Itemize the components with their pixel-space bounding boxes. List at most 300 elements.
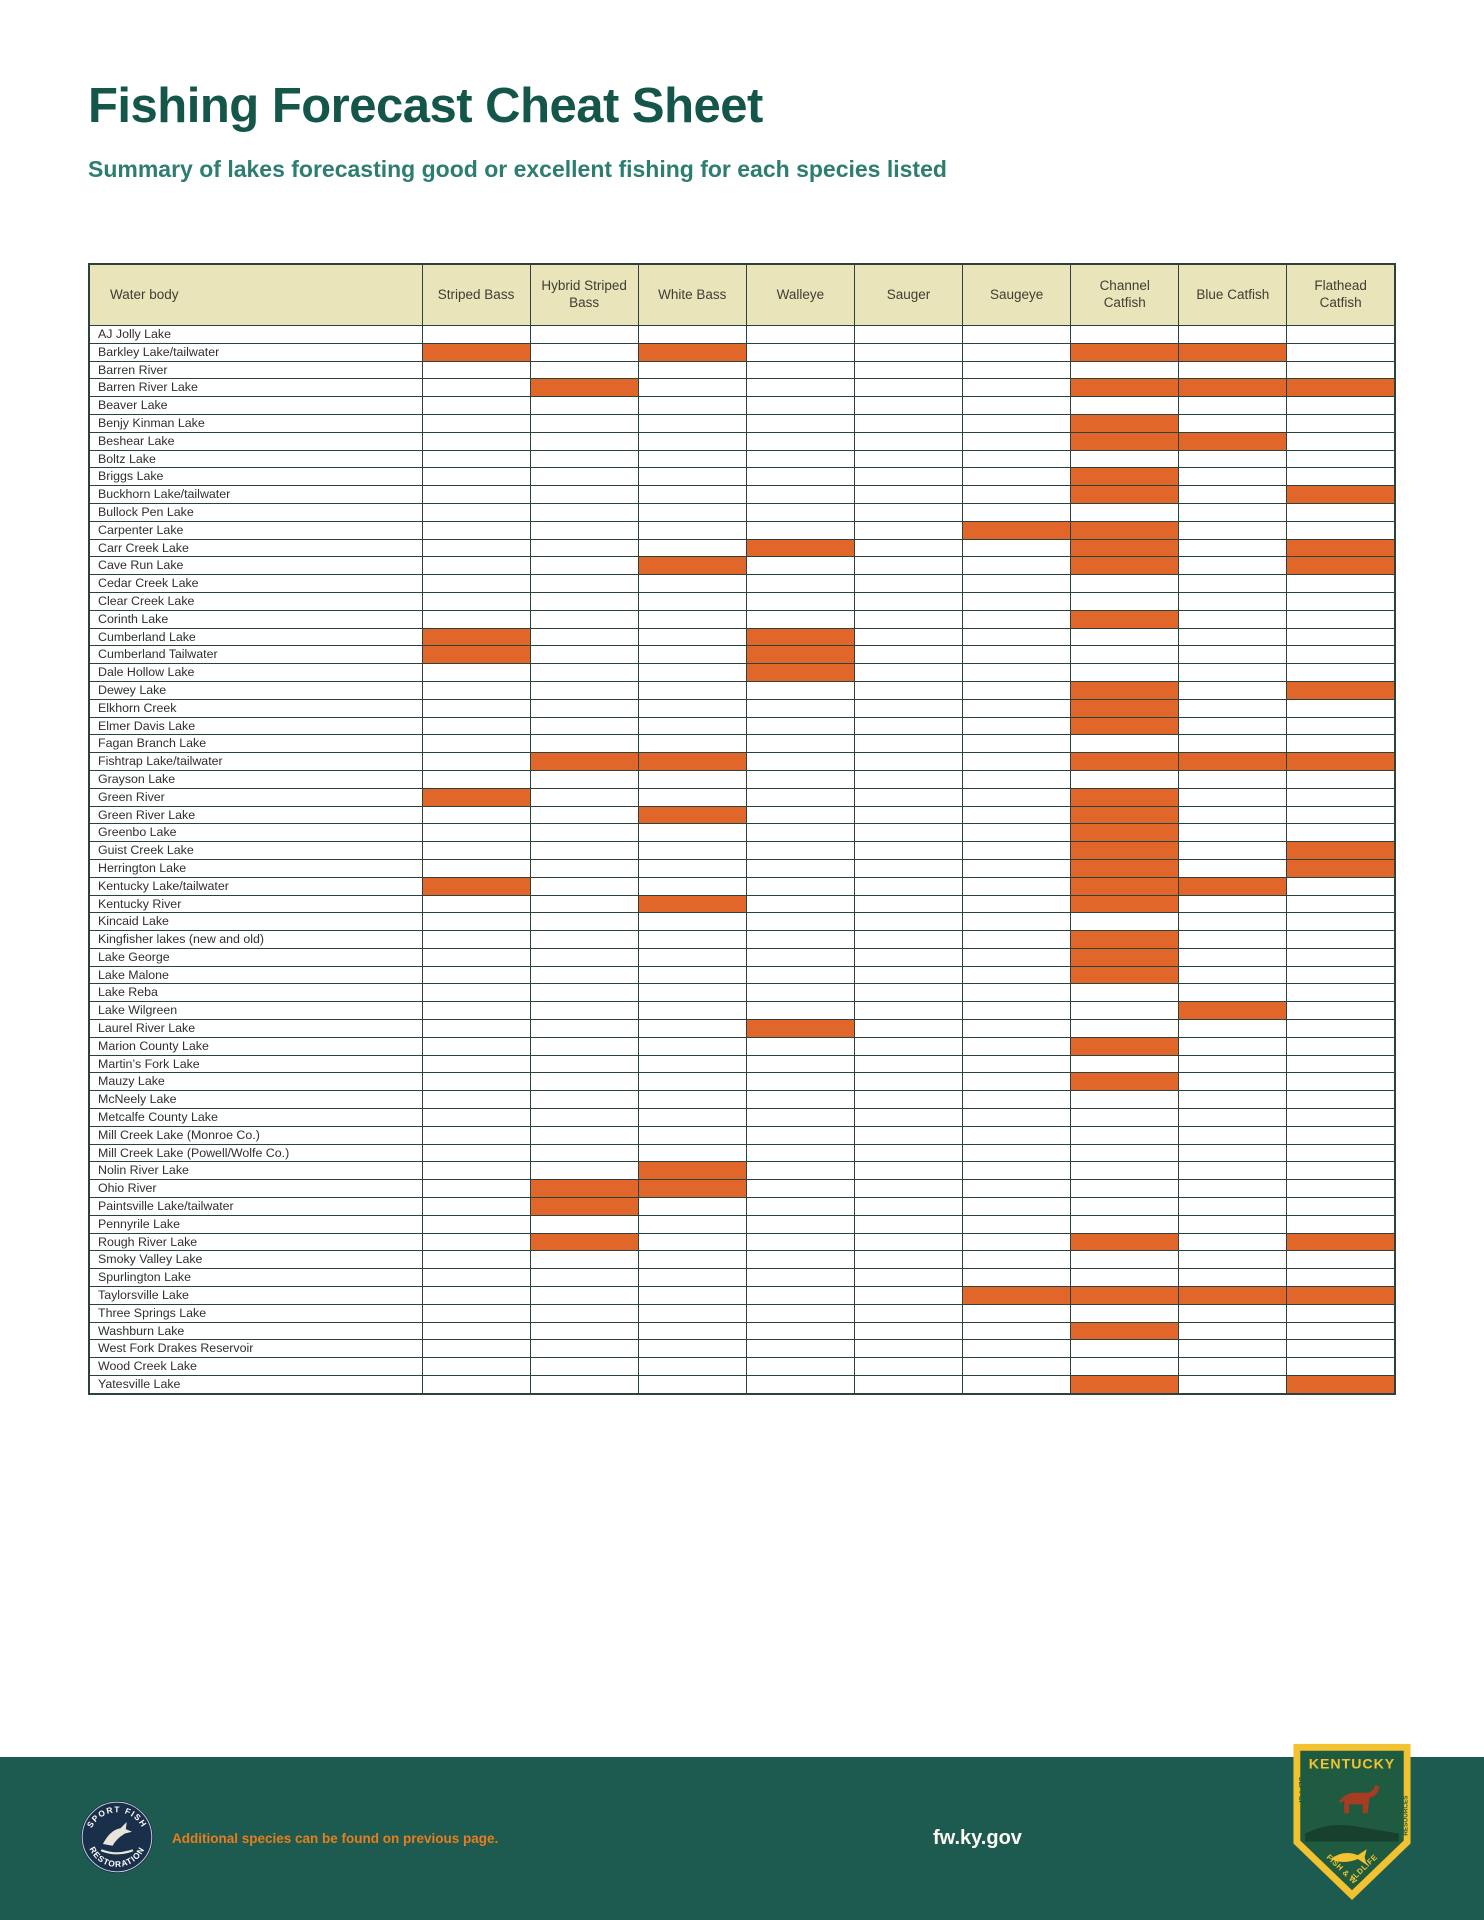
- table-row: [89, 361, 1395, 379]
- column-header-channel-catfish: Channel Catfish: [1071, 264, 1179, 326]
- forecast-cell-blank: [638, 1287, 746, 1305]
- column-header-flathead-catfish: Flathead Catfish: [1287, 264, 1395, 326]
- forecast-cell-good-excellent: [746, 646, 854, 664]
- forecast-cell-blank: [854, 628, 962, 646]
- forecast-cell-blank: [1287, 931, 1395, 949]
- forecast-cell-good-excellent: [746, 664, 854, 682]
- forecast-cell-good-excellent: [1071, 1073, 1179, 1091]
- forecast-cell-blank: [963, 1144, 1071, 1162]
- forecast-cell-blank: [963, 770, 1071, 788]
- forecast-cell-blank: [854, 877, 962, 895]
- page-subtitle: Summary of lakes forecasting good or excellent fishing for each species listed: [88, 156, 947, 182]
- forecast-cell-blank: [963, 1073, 1071, 1091]
- forecast-cell-blank: [963, 343, 1071, 361]
- forecast-cell-blank: [638, 1091, 746, 1109]
- forecast-cell-blank: [746, 1037, 854, 1055]
- forecast-cell-blank: [530, 1304, 638, 1322]
- forecast-cell-blank: [1071, 646, 1179, 664]
- forecast-cell-blank: [1179, 664, 1287, 682]
- forecast-cell-good-excellent: [1071, 1322, 1179, 1340]
- sfr-top-text: SPORT FISH: [84, 1804, 150, 1830]
- forecast-cell-blank: [422, 1126, 530, 1144]
- forecast-cell-blank: [422, 1269, 530, 1287]
- table-row: [89, 806, 1395, 824]
- forecast-cell-blank: [963, 486, 1071, 504]
- forecast-cell-blank: [746, 557, 854, 575]
- forecast-cell-blank: [1287, 575, 1395, 593]
- forecast-cell-blank: [638, 842, 746, 860]
- forecast-cell-blank: [746, 450, 854, 468]
- forecast-cell-blank: [1071, 1162, 1179, 1180]
- forecast-cell-blank: [1287, 717, 1395, 735]
- footer: [0, 1757, 1484, 1920]
- forecast-cell-blank: [530, 1002, 638, 1020]
- forecast-cell-blank: [638, 859, 746, 877]
- forecast-cell-blank: [638, 1020, 746, 1038]
- forecast-cell-blank: [530, 610, 638, 628]
- forecast-cell-blank: [638, 664, 746, 682]
- forecast-cell-blank: [963, 1358, 1071, 1376]
- forecast-cell-blank: [1287, 1055, 1395, 1073]
- forecast-cell-blank: [746, 770, 854, 788]
- forecast-cell-blank: [530, 503, 638, 521]
- forecast-cell-good-excellent: [638, 343, 746, 361]
- forecast-cell-good-excellent: [1287, 1287, 1395, 1305]
- water-body-name: Rough River Lake: [89, 1233, 422, 1251]
- forecast-cell-blank: [1287, 1091, 1395, 1109]
- forecast-cell-blank: [638, 735, 746, 753]
- table-row: [89, 1144, 1395, 1162]
- table-row: [89, 1251, 1395, 1269]
- water-body-name: Elmer Davis Lake: [89, 717, 422, 735]
- forecast-cell-good-excellent: [1179, 877, 1287, 895]
- forecast-cell-blank: [638, 1215, 746, 1233]
- table-row: [89, 1037, 1395, 1055]
- forecast-cell-blank: [1287, 1180, 1395, 1198]
- forecast-cell-blank: [422, 842, 530, 860]
- water-body-name: Beaver Lake: [89, 397, 422, 415]
- forecast-cell-blank: [638, 1376, 746, 1394]
- forecast-cell-blank: [530, 1037, 638, 1055]
- forecast-cell-blank: [638, 1073, 746, 1091]
- water-body-name: Cumberland Lake: [89, 628, 422, 646]
- forecast-cell-blank: [963, 1055, 1071, 1073]
- water-body-name: Mill Creek Lake (Powell/Wolfe Co.): [89, 1144, 422, 1162]
- forecast-cell-blank: [422, 931, 530, 949]
- forecast-cell-blank: [1287, 984, 1395, 1002]
- forecast-cell-blank: [1179, 948, 1287, 966]
- forecast-cell-blank: [854, 1180, 962, 1198]
- forecast-cell-blank: [1179, 1215, 1287, 1233]
- forecast-cell-blank: [1287, 1322, 1395, 1340]
- forecast-cell-blank: [854, 913, 962, 931]
- forecast-cell-blank: [530, 1109, 638, 1127]
- forecast-cell-blank: [638, 966, 746, 984]
- forecast-cell-blank: [963, 610, 1071, 628]
- forecast-cell-blank: [854, 1073, 962, 1091]
- water-body-name: Buckhorn Lake/tailwater: [89, 486, 422, 504]
- forecast-cell-blank: [963, 948, 1071, 966]
- forecast-cell-blank: [1071, 1269, 1179, 1287]
- forecast-cell-blank: [530, 486, 638, 504]
- forecast-cell-blank: [530, 521, 638, 539]
- table-row: [89, 895, 1395, 913]
- forecast-cell-good-excellent: [1287, 859, 1395, 877]
- forecast-cell-good-excellent: [530, 379, 638, 397]
- water-body-name: Lake Reba: [89, 984, 422, 1002]
- forecast-cell-blank: [530, 931, 638, 949]
- forecast-cell-blank: [1179, 1109, 1287, 1127]
- forecast-cell-blank: [1179, 931, 1287, 949]
- water-body-name: Lake George: [89, 948, 422, 966]
- forecast-cell-blank: [638, 681, 746, 699]
- forecast-cell-blank: [746, 1144, 854, 1162]
- forecast-cell-blank: [1287, 1215, 1395, 1233]
- forecast-cell-good-excellent: [638, 753, 746, 771]
- table-row: [89, 984, 1395, 1002]
- forecast-cell-blank: [1287, 1251, 1395, 1269]
- kentucky-fish-wildlife-crest: [1291, 1740, 1413, 1902]
- forecast-cell-blank: [422, 503, 530, 521]
- forecast-cell-blank: [854, 1340, 962, 1358]
- forecast-cell-blank: [746, 1215, 854, 1233]
- forecast-cell-blank: [530, 824, 638, 842]
- forecast-cell-blank: [1179, 575, 1287, 593]
- forecast-cell-good-excellent: [530, 1180, 638, 1198]
- forecast-cell-blank: [746, 521, 854, 539]
- forecast-cell-blank: [963, 1037, 1071, 1055]
- forecast-cell-good-excellent: [1071, 432, 1179, 450]
- table-row: [89, 842, 1395, 860]
- forecast-cell-blank: [530, 681, 638, 699]
- table-row: [89, 717, 1395, 735]
- forecast-cell-blank: [422, 948, 530, 966]
- forecast-cell-blank: [746, 432, 854, 450]
- forecast-cell-blank: [1179, 1251, 1287, 1269]
- forecast-cell-blank: [1179, 788, 1287, 806]
- water-body-name: Kentucky Lake/tailwater: [89, 877, 422, 895]
- forecast-cell-blank: [422, 966, 530, 984]
- forecast-cell-blank: [422, 468, 530, 486]
- forecast-cell-blank: [422, 521, 530, 539]
- forecast-cell-blank: [746, 788, 854, 806]
- forecast-cell-blank: [854, 806, 962, 824]
- forecast-cell-blank: [530, 859, 638, 877]
- forecast-cell-blank: [422, 699, 530, 717]
- forecast-cell-blank: [854, 610, 962, 628]
- footer-url[interactable]: fw.ky.gov: [933, 1827, 1022, 1849]
- forecast-cell-blank: [854, 842, 962, 860]
- forecast-cell-blank: [530, 948, 638, 966]
- forecast-cell-blank: [638, 432, 746, 450]
- forecast-cell-blank: [854, 1162, 962, 1180]
- forecast-cell-good-excellent: [638, 1162, 746, 1180]
- forecast-cell-blank: [1179, 1376, 1287, 1394]
- forecast-cell-blank: [854, 664, 962, 682]
- forecast-cell-blank: [1287, 966, 1395, 984]
- forecast-cell-good-excellent: [1071, 699, 1179, 717]
- forecast-cell-good-excellent: [1071, 717, 1179, 735]
- forecast-cell-blank: [422, 361, 530, 379]
- forecast-cell-blank: [963, 1340, 1071, 1358]
- table-row: [89, 1073, 1395, 1091]
- forecast-cell-blank: [963, 557, 1071, 575]
- forecast-cell-blank: [1287, 913, 1395, 931]
- forecast-cell-blank: [1179, 1340, 1287, 1358]
- forecast-cell-blank: [1071, 913, 1179, 931]
- forecast-cell-blank: [746, 1091, 854, 1109]
- water-body-name: McNeely Lake: [89, 1091, 422, 1109]
- forecast-cell-blank: [1179, 1269, 1287, 1287]
- forecast-cell-blank: [746, 1180, 854, 1198]
- table-row: [89, 1055, 1395, 1073]
- forecast-cell-blank: [1071, 1340, 1179, 1358]
- forecast-cell-blank: [854, 1358, 962, 1376]
- forecast-cell-blank: [530, 1020, 638, 1038]
- forecast-cell-blank: [1071, 1126, 1179, 1144]
- forecast-cell-blank: [530, 877, 638, 895]
- forecast-cell-blank: [638, 1269, 746, 1287]
- forecast-cell-blank: [854, 1037, 962, 1055]
- forecast-cell-blank: [422, 450, 530, 468]
- forecast-cell-blank: [854, 735, 962, 753]
- water-body-name: Benjy Kinman Lake: [89, 414, 422, 432]
- forecast-cell-blank: [422, 1091, 530, 1109]
- forecast-cell-blank: [1179, 806, 1287, 824]
- forecast-cell-blank: [1287, 521, 1395, 539]
- water-body-name: Fishtrap Lake/tailwater: [89, 753, 422, 771]
- forecast-cell-blank: [530, 414, 638, 432]
- water-body-name: Grayson Lake: [89, 770, 422, 788]
- forecast-cell-blank: [854, 1198, 962, 1216]
- forecast-cell-good-excellent: [1179, 343, 1287, 361]
- forecast-cell-blank: [854, 753, 962, 771]
- forecast-cell-blank: [638, 1198, 746, 1216]
- forecast-cell-good-excellent: [1071, 468, 1179, 486]
- forecast-cell-blank: [854, 1020, 962, 1038]
- forecast-cell-blank: [1287, 628, 1395, 646]
- column-header-walleye: Walleye: [746, 264, 854, 326]
- forecast-cell-blank: [422, 1020, 530, 1038]
- forecast-cell-blank: [422, 432, 530, 450]
- forecast-cell-blank: [963, 1251, 1071, 1269]
- forecast-cell-blank: [638, 1037, 746, 1055]
- column-header-striped-bass: Striped Bass: [422, 264, 530, 326]
- forecast-cell-good-excellent: [1071, 379, 1179, 397]
- forecast-cell-blank: [854, 379, 962, 397]
- water-body-name: Corinth Lake: [89, 610, 422, 628]
- forecast-cell-blank: [963, 1109, 1071, 1127]
- forecast-cell-blank: [854, 895, 962, 913]
- forecast-cell-blank: [746, 717, 854, 735]
- forecast-cell-blank: [1287, 414, 1395, 432]
- water-body-name: Elkhorn Creek: [89, 699, 422, 717]
- forecast-cell-blank: [1071, 361, 1179, 379]
- page-title: Fishing Forecast Cheat Sheet: [88, 79, 763, 133]
- water-body-name: Mill Creek Lake (Monroe Co.): [89, 1126, 422, 1144]
- forecast-cell-blank: [422, 1233, 530, 1251]
- forecast-cell-good-excellent: [1179, 379, 1287, 397]
- table-row: [89, 646, 1395, 664]
- forecast-cell-blank: [530, 592, 638, 610]
- forecast-cell-blank: [963, 503, 1071, 521]
- water-body-name: Kingfisher lakes (new and old): [89, 931, 422, 949]
- table-row: [89, 966, 1395, 984]
- forecast-cell-blank: [1179, 1233, 1287, 1251]
- forecast-cell-blank: [530, 646, 638, 664]
- forecast-cell-good-excellent: [1287, 1376, 1395, 1394]
- forecast-cell-blank: [746, 610, 854, 628]
- forecast-cell-good-excellent: [530, 1233, 638, 1251]
- forecast-cell-good-excellent: [1071, 859, 1179, 877]
- forecast-cell-blank: [1071, 1215, 1179, 1233]
- forecast-cell-good-excellent: [1071, 806, 1179, 824]
- forecast-cell-blank: [963, 842, 1071, 860]
- forecast-cell-blank: [1179, 557, 1287, 575]
- forecast-cell-blank: [963, 913, 1071, 931]
- forecast-cell-blank: [963, 646, 1071, 664]
- forecast-cell-blank: [854, 1144, 962, 1162]
- forecast-cell-blank: [422, 1073, 530, 1091]
- forecast-cell-blank: [422, 770, 530, 788]
- water-body-name: Spurlington Lake: [89, 1269, 422, 1287]
- forecast-cell-blank: [530, 735, 638, 753]
- forecast-cell-blank: [1071, 326, 1179, 344]
- forecast-cell-blank: [963, 717, 1071, 735]
- forecast-cell-blank: [422, 397, 530, 415]
- forecast-cell-blank: [530, 343, 638, 361]
- forecast-cell-good-excellent: [422, 628, 530, 646]
- water-body-name: Lake Malone: [89, 966, 422, 984]
- forecast-cell-blank: [422, 913, 530, 931]
- forecast-cell-good-excellent: [746, 1020, 854, 1038]
- forecast-cell-blank: [422, 1055, 530, 1073]
- forecast-cell-blank: [746, 326, 854, 344]
- forecast-cell-blank: [638, 1233, 746, 1251]
- forecast-cell-blank: [854, 1109, 962, 1127]
- forecast-cell-blank: [1287, 1340, 1395, 1358]
- forecast-cell-blank: [854, 681, 962, 699]
- forecast-cell-blank: [638, 361, 746, 379]
- table-row: [89, 1215, 1395, 1233]
- forecast-cell-blank: [530, 432, 638, 450]
- forecast-cell-blank: [1179, 699, 1287, 717]
- forecast-cell-blank: [963, 966, 1071, 984]
- forecast-cell-blank: [1287, 1198, 1395, 1216]
- forecast-cell-blank: [1179, 842, 1287, 860]
- forecast-cell-good-excellent: [1071, 895, 1179, 913]
- forecast-cell-blank: [422, 414, 530, 432]
- forecast-cell-blank: [1287, 1020, 1395, 1038]
- forecast-cell-blank: [422, 664, 530, 682]
- forecast-cell-good-excellent: [1287, 486, 1395, 504]
- forecast-cell-blank: [1179, 628, 1287, 646]
- water-body-name: Laurel River Lake: [89, 1020, 422, 1038]
- forecast-cell-blank: [638, 468, 746, 486]
- forecast-cell-blank: [638, 539, 746, 557]
- table-row: [89, 539, 1395, 557]
- forecast-cell-blank: [1071, 1144, 1179, 1162]
- forecast-cell-blank: [746, 397, 854, 415]
- forecast-cell-blank: [854, 1126, 962, 1144]
- forecast-cell-blank: [854, 343, 962, 361]
- forecast-cell-blank: [1179, 770, 1287, 788]
- forecast-cell-blank: [746, 842, 854, 860]
- forecast-cell-blank: [963, 824, 1071, 842]
- forecast-cell-blank: [1287, 770, 1395, 788]
- forecast-cell-blank: [746, 1287, 854, 1305]
- forecast-cell-blank: [746, 468, 854, 486]
- water-body-name: Smoky Valley Lake: [89, 1251, 422, 1269]
- forecast-cell-blank: [1179, 1091, 1287, 1109]
- forecast-cell-blank: [963, 1002, 1071, 1020]
- forecast-cell-good-excellent: [1071, 877, 1179, 895]
- forecast-cell-blank: [746, 379, 854, 397]
- forecast-cell-good-excellent: [1071, 414, 1179, 432]
- forecast-cell-blank: [1179, 984, 1287, 1002]
- forecast-cell-blank: [422, 895, 530, 913]
- forecast-cell-good-excellent: [746, 628, 854, 646]
- water-body-name: Boltz Lake: [89, 450, 422, 468]
- forecast-cell-blank: [1179, 646, 1287, 664]
- forecast-cell-blank: [746, 877, 854, 895]
- table-row: [89, 1162, 1395, 1180]
- forecast-cell-blank: [422, 1037, 530, 1055]
- water-body-name: Herrington Lake: [89, 859, 422, 877]
- forecast-cell-blank: [530, 575, 638, 593]
- forecast-cell-blank: [854, 592, 962, 610]
- forecast-cell-blank: [422, 1287, 530, 1305]
- forecast-cell-good-excellent: [1071, 948, 1179, 966]
- forecast-cell-good-excellent: [1179, 1002, 1287, 1020]
- forecast-cell-blank: [638, 1126, 746, 1144]
- forecast-cell-blank: [746, 824, 854, 842]
- forecast-cell-blank: [638, 824, 746, 842]
- table-row: [89, 343, 1395, 361]
- forecast-cell-blank: [963, 628, 1071, 646]
- forecast-cell-blank: [746, 1055, 854, 1073]
- forecast-cell-good-excellent: [422, 646, 530, 664]
- forecast-cell-blank: [1071, 628, 1179, 646]
- forecast-cell-blank: [963, 379, 1071, 397]
- sport-fish-restoration-logo: [80, 1800, 154, 1874]
- forecast-cell-blank: [638, 1144, 746, 1162]
- forecast-cell-blank: [746, 1358, 854, 1376]
- forecast-cell-blank: [1287, 326, 1395, 344]
- forecast-cell-blank: [1287, 1304, 1395, 1322]
- forecast-cell-blank: [963, 895, 1071, 913]
- forecast-cell-blank: [530, 557, 638, 575]
- forecast-cell-good-excellent: [1071, 486, 1179, 504]
- forecast-cell-blank: [854, 931, 962, 949]
- forecast-cell-blank: [530, 1091, 638, 1109]
- forecast-cell-blank: [854, 1287, 962, 1305]
- forecast-cell-good-excellent: [1179, 432, 1287, 450]
- forecast-cell-blank: [963, 1322, 1071, 1340]
- forecast-cell-blank: [1179, 1180, 1287, 1198]
- forecast-cell-blank: [746, 1162, 854, 1180]
- forecast-cell-blank: [746, 1002, 854, 1020]
- forecast-cell-blank: [1287, 1073, 1395, 1091]
- forecast-cell-blank: [963, 877, 1071, 895]
- forecast-cell-blank: [1179, 521, 1287, 539]
- forecast-cell-blank: [638, 877, 746, 895]
- column-header-water-body: Water body: [89, 264, 422, 326]
- forecast-cell-blank: [746, 966, 854, 984]
- table-row: [89, 1126, 1395, 1144]
- forecast-cell-blank: [963, 984, 1071, 1002]
- forecast-cell-blank: [1071, 450, 1179, 468]
